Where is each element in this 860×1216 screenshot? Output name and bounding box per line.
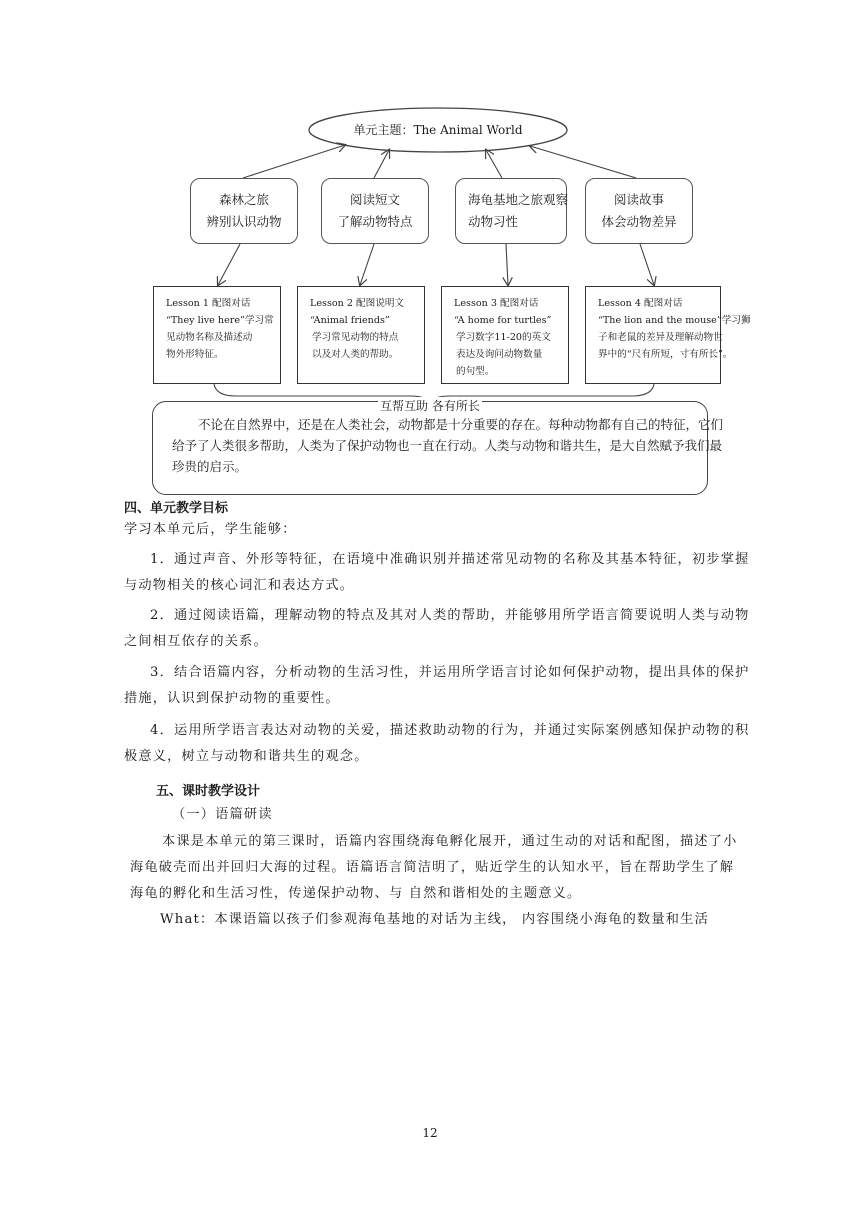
- topic-line: 体会动物差异: [601, 214, 677, 229]
- section5-subheading: （一）语篇研读: [172, 807, 273, 822]
- topic-box-turtle-base: [455, 178, 567, 244]
- lesson-line: “They live here”学习常: [166, 315, 274, 326]
- lesson-title: Lesson 4 配图对话: [598, 298, 683, 309]
- lesson-line: 子和老鼠的差异及理解动物世: [598, 332, 723, 343]
- lesson-box-2: [297, 286, 425, 384]
- section4-heading: 四、单元教学目标: [124, 501, 229, 516]
- goal-item: 4．运用所学语言表达对动物的关爱，描述救助动物的行为，并通过实际案例感知保护动物的积极意义，树立与动物和谐共生的观念。: [124, 723, 750, 764]
- lesson-box-4: [585, 286, 751, 384]
- unit-theme: 单元主题：The Animal World: [353, 123, 523, 137]
- lesson-line: 表达及询问动物数量: [456, 349, 543, 360]
- lesson-line: “The lion and the mouse”学习狮: [598, 315, 751, 326]
- section5-heading: 五、课时教学设计: [156, 784, 261, 799]
- lesson-title: Lesson 1 配图对话: [166, 298, 251, 309]
- lesson-box-1: [153, 286, 281, 384]
- lesson-line: 界中的“尺有所短，寸有所长”。: [598, 349, 733, 360]
- topic-line: 阅读故事: [613, 192, 664, 207]
- lesson-line: 学习常见动物的特点: [312, 332, 399, 343]
- lesson-line: 以及对人类的帮助。: [312, 349, 399, 360]
- lesson-box-3: [441, 286, 569, 384]
- goal-item: 1．通过声音、外形等特征，在语境中准确识别并描述常见动物的名称及其基本特征，初步掌握与动物相关的核心词汇和表达方式。: [124, 552, 750, 593]
- lesson-line: 见动物名称及描述动: [166, 332, 253, 343]
- summary-label: 互帮互助 各有所长: [380, 399, 480, 413]
- topic-box-forest: [190, 178, 298, 244]
- summary-text: 不论在自然界中，还是在人类社会，动物都是十分重要的存在。每种动物都有自己的特征，它们给予了人类很多帮助，人类为了保护动物也一直在行动。人类与动物和谐共生，是大自然赋予我们最珍贵的启示。: [172, 417, 724, 474]
- topic-line: 辨别认识动物: [206, 214, 282, 229]
- goal-item: 2．通过阅读语篇，理解动物的特点及其对人类的帮助，并能够用所学语言简要说明人类与动物之间相互依存的关系。: [124, 608, 750, 649]
- topic-line: 阅读短文: [349, 192, 400, 207]
- lesson-line: “A home for turtles”: [454, 315, 552, 326]
- page-number: 12: [422, 1126, 438, 1140]
- section5-paragraph: 本课是本单元的第三课时，语篇内容围绕海龟孵化展开，通过生动的对话和配图，描述了小海龟破壳而出并回归大海的过程。语篇语言简洁明了，贴近学生的认知水平，旨在帮助学生了解海龟的孵化和生活习性，传递保护动物、与 自然和谐相处的主题意义。: [130, 834, 738, 901]
- lesson-line: 的句型。: [456, 366, 495, 377]
- topic-line: 了解动物特点: [337, 214, 413, 229]
- topic-line: 森林之旅: [218, 192, 269, 207]
- topic-box-story: [585, 178, 693, 244]
- lesson-line: 学习数字11-20的英文: [456, 332, 551, 343]
- lesson-title: Lesson 2 配图说明文: [310, 298, 405, 309]
- lesson-line: 物外形特征。: [166, 349, 224, 360]
- topic-line: 动物习性: [468, 214, 519, 229]
- section4-intro: 学习本单元后，学生能够：: [124, 522, 297, 537]
- topic-line: 海龟基地之旅观察: [468, 192, 569, 207]
- lesson-line: “Animal friends”: [310, 315, 390, 326]
- lesson-title: Lesson 3 配图对话: [454, 298, 539, 309]
- topic-box-reading: [321, 178, 429, 244]
- goal-item: 3．结合语篇内容，分析动物的生活习性，并运用所学语言讨论如何保护动物，提出具体的保护措施，认识到保护动物的重要性。: [124, 665, 750, 706]
- section5-what: What：本课语篇以孩子们参观海龟基地的对话为主线， 内容围绕小海龟的数量和生活: [160, 912, 709, 927]
